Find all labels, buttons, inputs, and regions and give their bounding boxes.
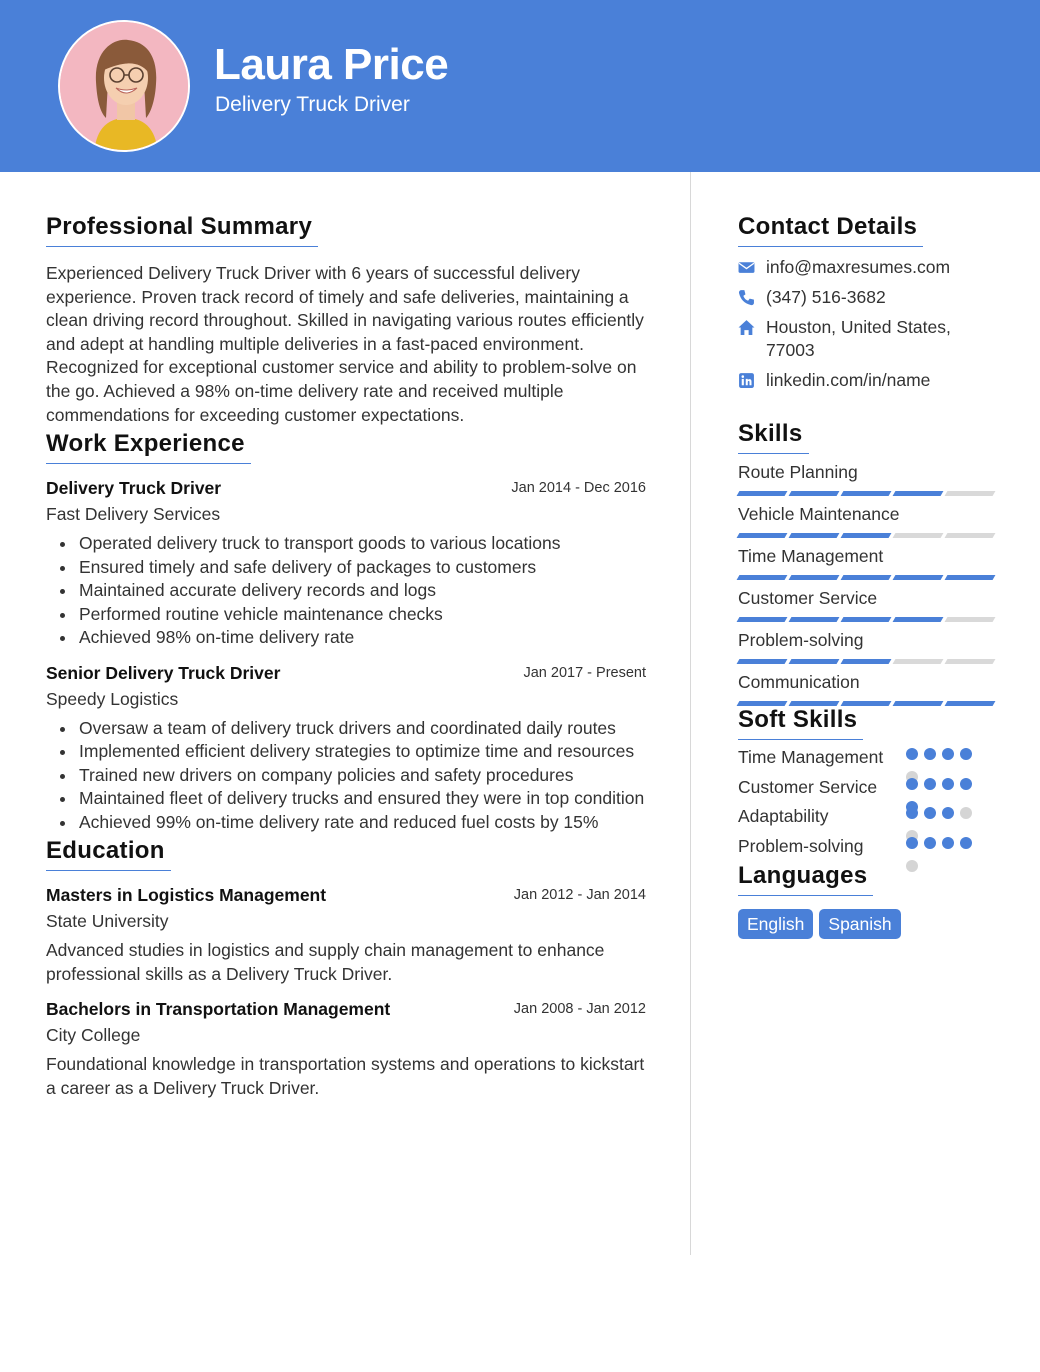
skills-heading: Skills xyxy=(738,420,809,454)
bullet-item: Performed routine vehicle maintenance checks xyxy=(46,603,646,627)
languages-heading: Languages xyxy=(738,862,873,896)
soft-skill-item xyxy=(738,835,996,859)
skill-bar-segment xyxy=(841,659,892,664)
skill-bar-segment xyxy=(945,617,996,622)
skill-bar-segment xyxy=(789,533,840,538)
column-divider xyxy=(690,172,691,1255)
soft-skill-item xyxy=(738,776,996,800)
bullet-item: Maintained accurate delivery records and logs xyxy=(46,579,646,603)
bullet-item: Achieved 98% on-time delivery rate xyxy=(46,626,646,650)
skill-bar-segment xyxy=(737,491,788,496)
education-entry xyxy=(46,885,646,986)
skill-bar-segment xyxy=(841,701,892,706)
skill-name: Communication xyxy=(738,672,860,692)
skills-section xyxy=(738,420,996,706)
skill-bar-segment xyxy=(737,575,788,580)
skill-level-bar xyxy=(738,617,996,622)
bullet-item: Achieved 99% on-time delivery rate and reduced fuel costs by 15% xyxy=(46,811,646,835)
rating-dot xyxy=(906,778,918,790)
skill-bar-segment xyxy=(893,659,944,664)
bullet-item: Maintained fleet of delivery trucks and ensured they were in top condition xyxy=(46,787,646,811)
skill-level-bar xyxy=(738,491,996,496)
contact-phone[interactable] xyxy=(738,286,996,309)
phone-icon xyxy=(738,289,755,306)
soft-skills-heading: Soft Skills xyxy=(738,706,863,740)
soft-skill-name: Customer Service xyxy=(738,776,878,797)
skill-bar-segment xyxy=(789,575,840,580)
bullet-item: Implemented efficient delivery strategies to optimize time and resources xyxy=(46,740,646,764)
skill-bar-segment xyxy=(841,617,892,622)
contact-heading: Contact Details xyxy=(738,213,923,247)
rating-dot xyxy=(942,748,954,760)
rating-dot xyxy=(960,778,972,790)
skill-bar-segment xyxy=(945,659,996,664)
school-name: City College xyxy=(46,1025,141,1046)
bullet-item: Ensured timely and safe delivery of packages to customers xyxy=(46,556,646,580)
education-entry xyxy=(46,999,646,1100)
candidate-title: Delivery Truck Driver xyxy=(215,93,410,116)
soft-skill-name: Adaptability xyxy=(738,806,829,826)
bullet-item: Trained new drivers on company policies and safety procedures xyxy=(46,764,646,788)
contact-email[interactable] xyxy=(738,256,996,279)
education-heading: Education xyxy=(46,837,171,871)
skill-bar-segment xyxy=(789,491,840,496)
header-banner xyxy=(0,0,1040,172)
language-badges xyxy=(738,909,996,939)
summary-text: Experienced Delivery Truck Driver with 6 years of successful delivery experience. Proven track record of timely and safe deliveries, maintaining a clean driving record throughout. Skilled in navigating various routes efficiently and adept at handling multiple deliveries in a fast-paced environment. Recognized for exceptional customer service and ability to problem-solve on the go. Achieved a 98% on-time delivery rate and received multiple commendations for exceeding customer expectations. xyxy=(46,263,644,425)
job-bullets xyxy=(46,717,646,835)
job-title: Senior Delivery Truck Driver xyxy=(46,662,281,683)
rating-dot xyxy=(960,837,972,849)
education-dates: Jan 2008 - Jan 2012 xyxy=(513,1001,646,1018)
skill-level-bar xyxy=(738,701,996,706)
skill-item xyxy=(738,587,996,622)
bullet-item: Oversaw a team of delivery truck drivers and coordinated daily routes xyxy=(46,717,646,741)
skill-level-bar xyxy=(738,533,996,538)
rating-dot xyxy=(906,837,918,849)
contact-location xyxy=(738,316,996,362)
candidate-name: Laura Price xyxy=(214,40,449,89)
skill-bar-segment xyxy=(893,617,944,622)
job-dates: Jan 2014 - Dec 2016 xyxy=(511,480,646,497)
contact-linkedin[interactable] xyxy=(738,369,996,392)
soft-skill-name: Problem-solving xyxy=(738,835,864,856)
education-description: Foundational knowledge in transportation systems and operations to kickstart a career as a Delivery Truck Driver. xyxy=(46,1054,645,1098)
degree-title: Bachelors in Transportation Management xyxy=(46,999,391,1020)
skill-item xyxy=(738,671,996,706)
education-dates: Jan 2012 - Jan 2014 xyxy=(513,887,646,904)
skill-bar-segment xyxy=(737,617,788,622)
rating-dot xyxy=(906,807,918,819)
skill-bar-segment xyxy=(945,491,996,496)
sidebar-column xyxy=(738,213,996,939)
skill-item xyxy=(738,503,996,538)
profile-portrait-image xyxy=(60,22,190,152)
linkedin-icon xyxy=(738,372,755,389)
education-section xyxy=(46,837,646,1100)
location-text: Houston, United States, 77003 xyxy=(766,317,951,360)
contact-section xyxy=(738,213,996,392)
rating-dot xyxy=(924,837,936,849)
degree-title: Masters in Logistics Management xyxy=(46,885,327,906)
job-entry xyxy=(46,663,646,835)
job-company: Fast Delivery Services xyxy=(46,504,221,525)
rating-dot xyxy=(924,807,936,819)
experience-heading: Work Experience xyxy=(46,430,251,464)
main-column xyxy=(46,213,646,1101)
skill-bar-segment xyxy=(893,533,944,538)
skill-bar-segment xyxy=(893,491,944,496)
skill-name: Route Planning xyxy=(738,462,858,482)
skill-name: Time Management xyxy=(738,546,884,566)
skill-bar-segment xyxy=(789,701,840,706)
rating-dot xyxy=(960,807,972,819)
email-text: info@maxresumes.com xyxy=(766,257,951,277)
rating-dot xyxy=(942,807,954,819)
skill-bar-segment xyxy=(945,575,996,580)
skill-level-bar xyxy=(738,575,996,580)
skill-item xyxy=(738,545,996,580)
skill-bar-segment xyxy=(841,575,892,580)
rating-dot xyxy=(942,837,954,849)
skill-bar-segment xyxy=(737,701,788,706)
soft-skill-rating xyxy=(906,837,986,872)
job-bullets xyxy=(46,532,646,650)
summary-heading: Professional Summary xyxy=(46,213,318,247)
soft-skills-section xyxy=(738,706,996,858)
skill-name: Customer Service xyxy=(738,588,878,608)
skill-bar-segment xyxy=(945,533,996,538)
experience-section xyxy=(46,430,646,834)
profile-photo xyxy=(58,20,190,152)
rating-dot xyxy=(942,778,954,790)
skill-bar-segment xyxy=(737,659,788,664)
skill-name: Vehicle Maintenance xyxy=(738,504,900,524)
job-company: Speedy Logistics xyxy=(46,688,179,709)
skill-level-bar xyxy=(738,659,996,664)
skill-bar-segment xyxy=(841,533,892,538)
skill-bar-segment xyxy=(789,617,840,622)
skill-bar-segment xyxy=(841,491,892,496)
soft-skill-item xyxy=(738,805,996,829)
job-dates: Jan 2017 - Present xyxy=(523,664,646,681)
envelope-icon xyxy=(738,259,755,276)
bullet-item: Operated delivery truck to transport goods to various locations xyxy=(46,532,646,556)
skill-item xyxy=(738,629,996,664)
soft-skill-name: Time Management xyxy=(738,747,884,767)
skill-item xyxy=(738,461,996,496)
skill-bar-segment xyxy=(893,701,944,706)
rating-dot xyxy=(906,748,918,760)
job-entry xyxy=(46,478,646,650)
soft-skill-item xyxy=(738,746,996,770)
job-title: Delivery Truck Driver xyxy=(46,478,222,499)
rating-dot xyxy=(924,748,936,760)
language-badge: English xyxy=(738,909,813,939)
skill-bar-segment xyxy=(893,575,944,580)
home-icon xyxy=(738,319,755,336)
education-description: Advanced studies in logistics and supply chain management to enhance professional skills as a Delivery Truck Driver. xyxy=(46,940,605,984)
rating-dot xyxy=(924,778,936,790)
skill-name: Problem-solving xyxy=(738,630,864,650)
rating-dot xyxy=(960,748,972,760)
skill-bar-segment xyxy=(737,533,788,538)
linkedin-text: linkedin.com/in/name xyxy=(766,370,931,390)
language-badge: Spanish xyxy=(819,909,900,939)
skill-bar-segment xyxy=(789,659,840,664)
summary-section xyxy=(46,213,646,427)
rating-dot xyxy=(906,860,918,872)
languages-section xyxy=(738,862,996,939)
skill-bar-segment xyxy=(945,701,996,706)
school-name: State University xyxy=(46,911,169,932)
phone-text: (347) 516-3682 xyxy=(766,287,886,307)
